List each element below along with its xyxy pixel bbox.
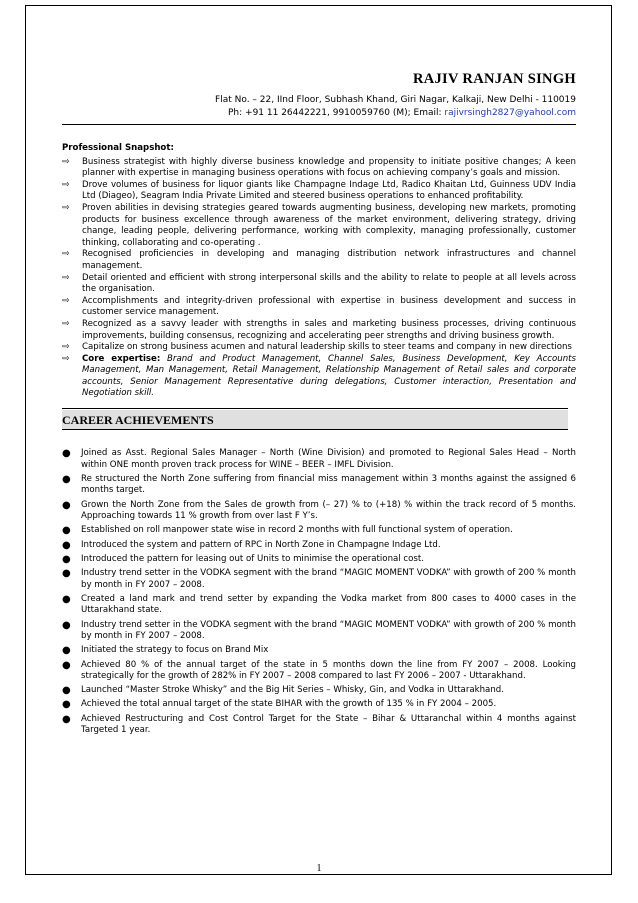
- snapshot-list: [62, 157, 576, 400]
- bullet-dot-icon: ●: [62, 539, 71, 551]
- bullet-dot-icon: ●: [62, 593, 71, 605]
- bullet-dot-icon: ●: [62, 685, 71, 697]
- arrow-right-icon: ⇨: [62, 249, 70, 260]
- achievements-list: [62, 448, 576, 737]
- list-item: ⇨ Recognized as a savvy leader with strengths in sales and marketing business processes, driving continuous improvements, building consensus, recognizing and accelerating peer strengths and driving business growth.: [62, 318, 576, 341]
- bullet-dot-icon: ●: [62, 567, 71, 579]
- contact-line: [62, 107, 576, 120]
- arrow-right-icon: ⇨: [62, 179, 70, 190]
- bullet-dot-icon: ●: [62, 713, 71, 725]
- list-item: ⇨ Accomplishments and integrity-driven professional with expertise in business development and success in customer service management.: [62, 295, 576, 318]
- core-expertise-label: Core expertise:: [82, 353, 161, 364]
- arrow-right-icon: ⇨: [62, 272, 70, 283]
- bullet-dot-icon: ●: [62, 699, 71, 711]
- list-item: ● Grown the North Zone from the Sales de growth from (– 27) % to (+18) % within the track record of 5 months. Approaching towards 11 % growth from over last F Y’s.: [62, 499, 576, 522]
- arrow-right-icon: ⇨: [62, 295, 70, 306]
- list-item: ⇨ Drove volumes of business for liquor giants like Champagne Indage Ltd, Radico Khaitan Ltd, Guinness UDV India Ltd (Diageo), Seagram India Private Limited and steered business operations to enhanced profitability.: [62, 179, 576, 202]
- section-title-career-achievements: CAREER ACHIEVEMENTS: [62, 410, 568, 430]
- arrow-right-icon: ⇨: [62, 202, 70, 213]
- list-item: ● Achieved Restructuring and Cost Control Target for the State – Bihar & Uttaranchal within 4 months against Targeted 1 year.: [62, 713, 576, 736]
- header-divider: [62, 124, 576, 125]
- core-expertise-text: Brand and Product Management, Channel Sales, Business Development, Key Accounts Management, Man Management, Retail Management, Relationship Management of Retail sales and corporate accounts, Senior Management Representative during delegations, Customer interaction, Presentation and Negotiation skill.: [82, 353, 577, 399]
- list-item: ● Created a land mark and trend setter by expanding the Vodka market from 800 cases to 4000 cases in the Uttarakhand state.: [62, 593, 576, 616]
- list-item: ● Industry trend setter in the VODKA segment with the brand “MAGIC MOMENT VODKA” with growth of 200 % month by month in FY 2007 – 2008.: [62, 567, 576, 590]
- list-item: ● Established on roll manpower state wise in record 2 months with full functional system of operation.: [62, 525, 513, 537]
- bullet-dot-icon: ●: [62, 499, 71, 511]
- list-item: ⇨ Business strategist with highly diverse business knowledge and propensity to initiate positive changes; A keen planner with expertise in managing business operations with focus on achieving company’s goals and mission.: [62, 156, 576, 179]
- page-number: 1: [316, 863, 322, 874]
- list-item: ⇨ Detail oriented and efficient with strong interpersonal skills and the ability to relate to people at all levels across the organisation.: [62, 272, 576, 295]
- arrow-right-icon: ⇨: [62, 156, 70, 167]
- list-item: ● Joined as Asst. Regional Sales Manager – North (Wine Division) and promoted to Regional Sales Head – North within ONE month proven track process for WINE – BEER – IMFL Division.: [62, 448, 576, 470]
- bullet-dot-icon: ●: [62, 553, 71, 565]
- core-expertise-item: [62, 354, 576, 400]
- arrow-right-icon: ⇨: [62, 353, 70, 364]
- bullet-dot-icon: ●: [62, 645, 71, 657]
- list-item: ● Introduced the system and pattern of RPC in North Zone in Champagne Indage Ltd.: [62, 539, 441, 551]
- email-link[interactable]: rajivrsingh2827@yahool.com: [444, 108, 576, 118]
- resume-name: RAJIV RANJAN SINGH: [412, 71, 576, 87]
- list-item: ● Re structured the North Zone suffering from financial miss management within 3 months against the assigned 6 months target.: [62, 473, 576, 496]
- address-line: Flat No. – 22, IInd Floor, Subhash Khand, Giri Nagar, Kalkaji, New Delhi - 110019: [215, 95, 576, 105]
- bullet-dot-icon: ●: [62, 659, 71, 671]
- list-item: ⇨ Capitalize on strong business acumen and natural leadership skills to steer teams and company in new directions: [62, 342, 572, 353]
- bullet-dot-icon: ●: [62, 448, 71, 460]
- list-item: ⇨ Recognised proficiencies in developing and managing distribution network infrastructures and channel management.: [62, 249, 576, 271]
- list-item: ⇨ Proven abilities in devising strategies geared towards augmenting business, developing new markets, promoting products for business excellence through awareness of the market environment, delivering strategy, driving change, leading people, delivering performance, working with complexity, managing professionally, customer thinking, collaborating and co-operating .: [62, 202, 576, 248]
- bullet-dot-icon: ●: [62, 525, 71, 537]
- list-item: ● Achieved the total annual target of the state BIHAR with the growth of 135 % in FY 2004 – 2005.: [62, 699, 497, 711]
- list-item: ● Launched “Master Stroke Whisky” and the Big Hit Series – Whisky, Gin, and Vodka in Uttarakhand.: [62, 685, 504, 697]
- bullet-dot-icon: ●: [62, 473, 71, 485]
- list-item: ● Initiated the strategy to focus on Brand Mix: [62, 645, 269, 657]
- list-item: ● Achieved 80 % of the annual target of the state in 5 months down the line from FY 2007 – 2008. Looking strategically for the growth of 282% in FY 2007 – 2008 compared to last FY 2006 – 2007 - Uttarakhand.: [62, 659, 576, 682]
- section-divider: [62, 408, 568, 409]
- resume-content: [62, 70, 576, 739]
- list-item: ● Introduced the pattern for leasing out of Units to minimise the operational cost.: [62, 553, 424, 565]
- snapshot-title: Professional Snapshot:: [62, 143, 174, 153]
- list-item: ● Industry trend setter in the VODKA segment with the brand “MAGIC MOMENT VODKA” with growth of 200 % month by month in FY 2007 – 2008.: [62, 619, 576, 642]
- arrow-right-icon: ⇨: [62, 318, 70, 329]
- phone-text: Ph: +91 11 26442221, 9910059760 (M); Email:: [228, 108, 445, 118]
- bullet-dot-icon: ●: [62, 619, 71, 631]
- arrow-right-icon: ⇨: [62, 342, 70, 353]
